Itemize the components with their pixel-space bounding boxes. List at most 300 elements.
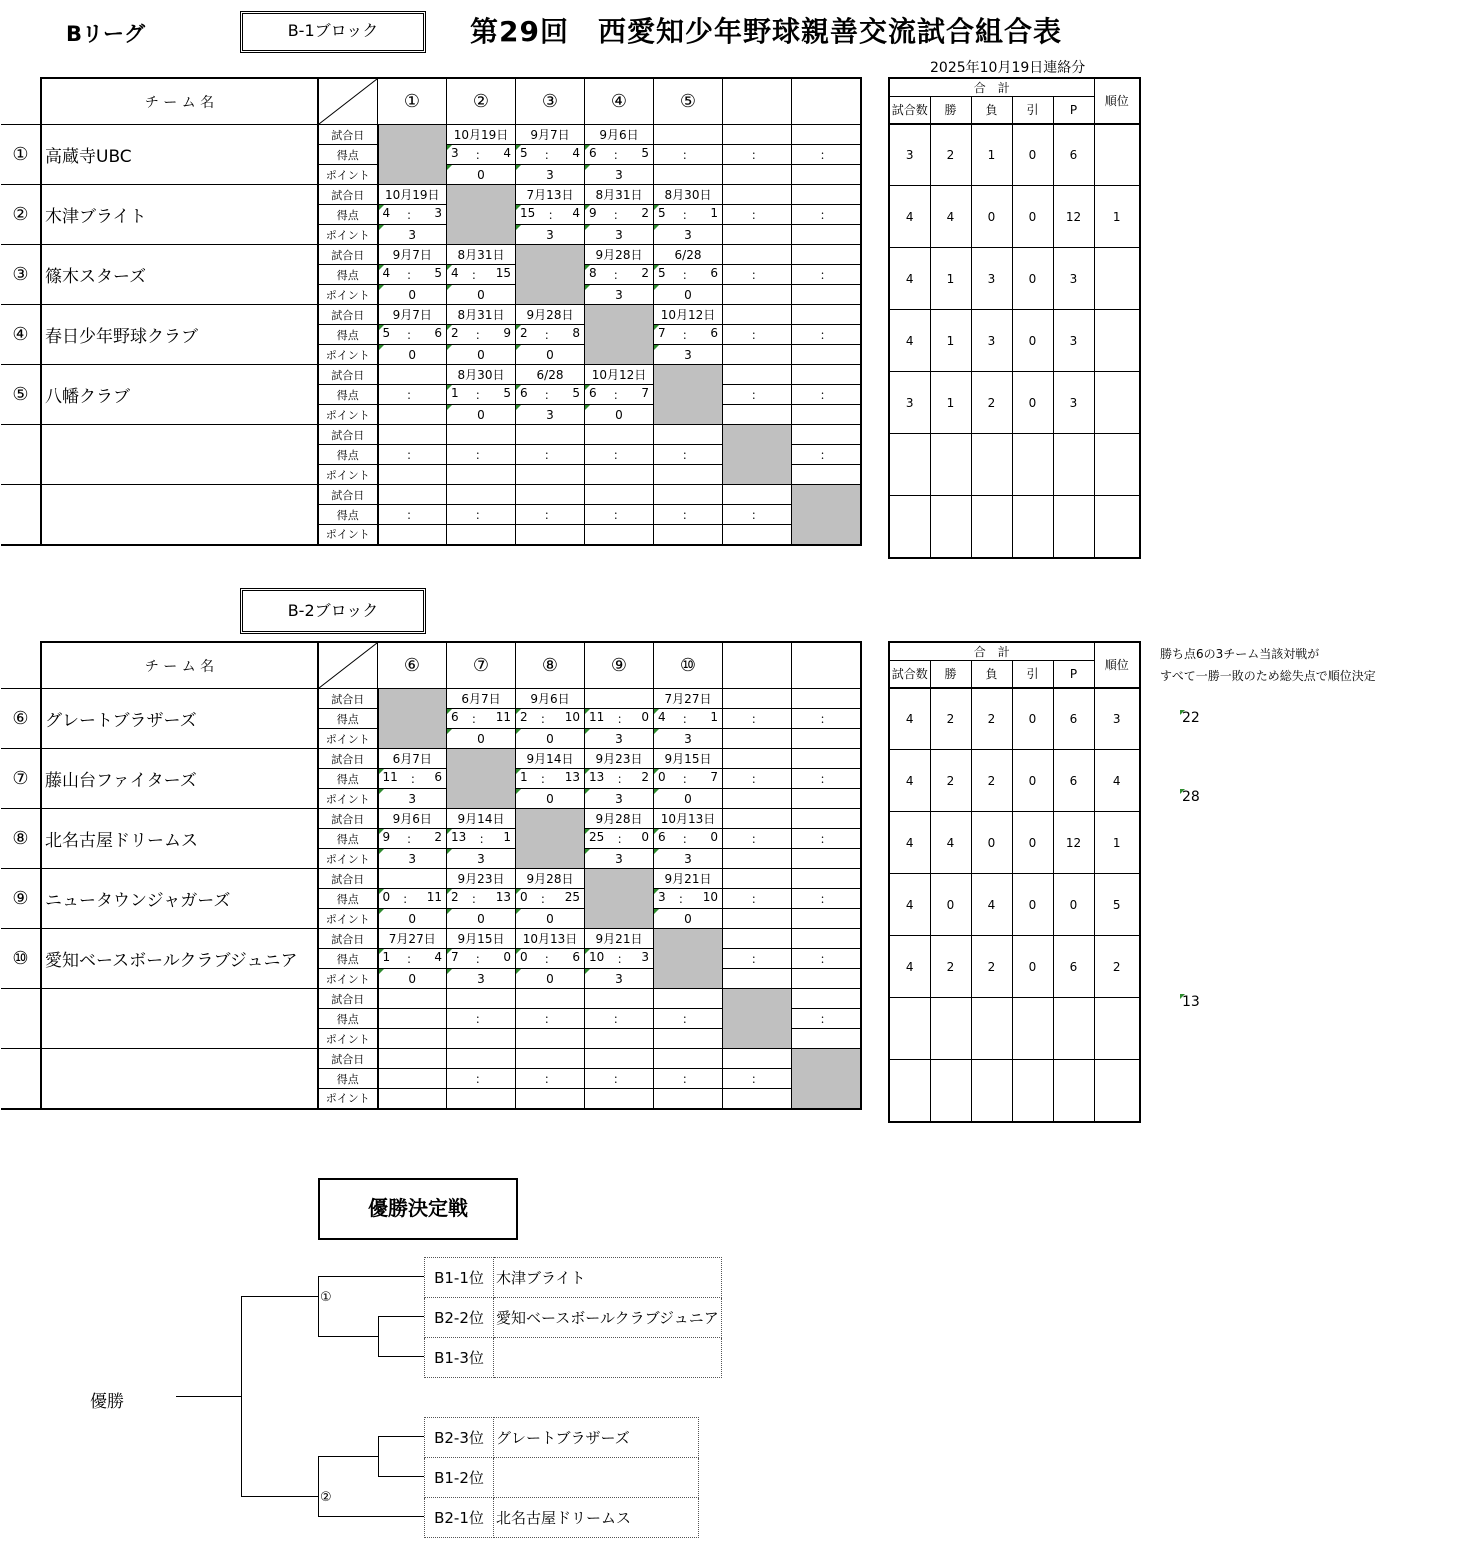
rank-value: 1 (1094, 186, 1140, 248)
score-away: 10 (702, 890, 718, 904)
points-value: 0 (1053, 874, 1094, 936)
score-away: 1 (503, 830, 511, 844)
score-separator: ： (819, 772, 832, 786)
score-separator: ： (474, 328, 487, 342)
match-date: 9月15日 (447, 929, 516, 949)
score-separator: ： (681, 268, 694, 282)
rank-value (1094, 496, 1140, 558)
match-point: 0 (516, 789, 585, 809)
score-label: 得点 (318, 205, 378, 225)
games-value (889, 434, 930, 496)
match-date: 6/28 (516, 365, 585, 385)
team-name (41, 425, 318, 485)
score-pair (723, 770, 791, 787)
match-score (723, 769, 792, 789)
match-point (447, 525, 516, 545)
win-value: 1 (930, 372, 971, 434)
score-away: 6 (710, 266, 718, 280)
score-pair (585, 386, 653, 403)
score-pair (654, 206, 722, 223)
score-label: 得点 (318, 1069, 378, 1089)
draw-value: 0 (1012, 248, 1053, 310)
score-away: 6 (572, 950, 580, 964)
self-match-cell (723, 425, 792, 485)
match-table (1, 641, 862, 1110)
score-separator: ： (471, 268, 484, 282)
match-score (516, 889, 585, 909)
final-title: 優勝決定戦 (318, 1178, 518, 1240)
match-date: 9月7日 (378, 245, 447, 265)
match-score (378, 1069, 447, 1089)
score-home: 6 (658, 830, 666, 844)
match-point: 3 (654, 345, 723, 365)
score-home: 6 (451, 710, 459, 724)
match-score (516, 325, 585, 345)
score-separator: ： (819, 892, 832, 906)
match-point: 0 (654, 909, 723, 929)
slot-team: 木津ブライト (494, 1258, 722, 1298)
match-date (585, 1049, 654, 1069)
match-date (654, 989, 723, 1009)
win-value: 1 (930, 248, 971, 310)
point-label: ポイント (318, 1089, 378, 1109)
point-label: ポイント (318, 1029, 378, 1049)
match-point (654, 165, 723, 185)
score-pair (792, 146, 860, 163)
match-date (723, 185, 792, 205)
match-point (723, 789, 792, 809)
match-score (654, 505, 723, 525)
score-home: 1 (520, 770, 528, 784)
match-point: 3 (654, 225, 723, 245)
match-point: 3 (516, 405, 585, 425)
diagonal-line (319, 643, 377, 688)
team-number: ⑥ (1, 689, 41, 749)
games-value: 4 (889, 688, 930, 750)
loss-value: 2 (971, 688, 1012, 750)
summary-row (889, 998, 1140, 1060)
score-away: 9 (503, 326, 511, 340)
match-date: 10月13日 (516, 929, 585, 949)
p-header: P (1053, 661, 1094, 688)
score-separator: ： (819, 328, 832, 342)
score-label: 得点 (318, 445, 378, 465)
games-value: 4 (889, 936, 930, 998)
match-score (723, 265, 792, 285)
blank-header (1, 642, 41, 689)
match-score (654, 889, 723, 909)
score-pair (585, 770, 653, 787)
match-score (654, 829, 723, 849)
match-point (654, 465, 723, 485)
score-separator: ： (750, 772, 763, 786)
match-score (516, 949, 585, 969)
match-date (447, 425, 516, 445)
match-score (723, 889, 792, 909)
draw-header: 引 (1012, 97, 1053, 124)
date-label: 試合日 (318, 425, 378, 445)
match-date (516, 425, 585, 445)
total-header: 合 計 (889, 78, 1094, 97)
match-point (378, 1029, 447, 1049)
match-table (1, 77, 862, 546)
score-separator: ： (543, 1072, 556, 1086)
summary-row (889, 750, 1140, 812)
date-label: 試合日 (318, 749, 378, 769)
games-value: 4 (889, 186, 930, 248)
score-label: 得点 (318, 1009, 378, 1029)
win-value: 4 (930, 186, 971, 248)
match-score (447, 445, 516, 465)
win-value (930, 496, 971, 558)
score-pair (447, 890, 515, 907)
score-separator: ： (819, 208, 832, 222)
match-date (792, 689, 861, 709)
score-separator: ： (819, 832, 832, 846)
score-away: 7 (641, 386, 649, 400)
score-separator: ： (406, 328, 419, 342)
score-separator: ： (819, 1012, 832, 1026)
score-pair (516, 890, 584, 907)
self-match-cell (723, 989, 792, 1049)
match-date: 10月19日 (378, 185, 447, 205)
match-date: 7月27日 (654, 689, 723, 709)
points-value (1053, 434, 1094, 496)
match-score (585, 1069, 654, 1089)
score-pair (792, 206, 860, 223)
match-date: 9月6日 (378, 809, 447, 829)
match-score (792, 325, 861, 345)
match-score (723, 505, 792, 525)
match-date (447, 485, 516, 505)
score-separator: ： (471, 892, 484, 906)
team-number: ⑦ (1, 749, 41, 809)
score-home: 8 (589, 266, 597, 280)
match-point (447, 1029, 516, 1049)
match-date (792, 989, 861, 1009)
score-separator: ： (616, 712, 629, 726)
match-score (792, 145, 861, 165)
match-score (585, 505, 654, 525)
score-away: 15 (495, 266, 511, 280)
match-date: 6月7日 (378, 749, 447, 769)
match-score (585, 769, 654, 789)
score-separator: ： (819, 952, 832, 966)
score-home: 2 (451, 890, 459, 904)
point-label: ポイント (318, 285, 378, 305)
score-label: 得点 (318, 145, 378, 165)
score-home: 2 (520, 326, 528, 340)
match-point (792, 225, 861, 245)
match-date: 8月31日 (447, 305, 516, 325)
score-pair (654, 830, 722, 847)
score-separator: ： (540, 892, 553, 906)
score-away: 13 (564, 770, 580, 784)
match-point (792, 729, 861, 749)
match-date (516, 485, 585, 505)
draw-value: 0 (1012, 874, 1053, 936)
score-away: 4 (572, 206, 580, 220)
score-away: 6 (434, 326, 442, 340)
match-date (723, 365, 792, 385)
match-score (585, 145, 654, 165)
team-name (41, 1049, 318, 1109)
match-date: 9月28日 (516, 305, 585, 325)
team-name: 北名古屋ドリームス (41, 809, 318, 869)
match-score (447, 829, 516, 849)
score-separator: ： (474, 1072, 487, 1086)
bracket-line (318, 1276, 319, 1337)
points-value: 12 (1053, 186, 1094, 248)
match-date: 10月13日 (654, 809, 723, 829)
match-date (723, 749, 792, 769)
date-label: 試合日 (318, 245, 378, 265)
opponent-header: ⑥ (378, 642, 447, 689)
summary-table (888, 641, 1141, 1123)
bracket-line (378, 1316, 424, 1317)
loss-header: 負 (971, 97, 1012, 124)
score-pair (447, 1070, 515, 1087)
team-row-date (1, 485, 861, 505)
score-separator: ： (819, 712, 832, 726)
score-pair (447, 1010, 515, 1027)
match-date (792, 185, 861, 205)
score-label: 得点 (318, 325, 378, 345)
team-row-date (1, 929, 861, 949)
slot-position: B2-2位 (425, 1298, 494, 1338)
score-label: 得点 (318, 505, 378, 525)
games-value (889, 1060, 930, 1122)
opponent-header: ④ (585, 78, 654, 125)
win-value (930, 434, 971, 496)
match-score (792, 205, 861, 225)
date-label: 試合日 (318, 185, 378, 205)
score-separator: ： (474, 148, 487, 162)
score-separator: ： (750, 508, 763, 522)
match-score (516, 709, 585, 729)
match-point: 0 (447, 165, 516, 185)
score-away: 6 (434, 770, 442, 784)
match-score (792, 769, 861, 789)
match-point (723, 165, 792, 185)
point-label: ポイント (318, 165, 378, 185)
slot-row (425, 1338, 722, 1378)
match-date: 9月15日 (654, 749, 723, 769)
match-point (723, 345, 792, 365)
score-pair (379, 950, 447, 967)
score-label: 得点 (318, 265, 378, 285)
score-pair (723, 506, 791, 523)
score-pair (792, 1010, 860, 1027)
match-point (792, 909, 861, 929)
self-match-cell (792, 1049, 861, 1109)
match-date (792, 749, 861, 769)
match-point (792, 285, 861, 305)
score-home: 11 (589, 710, 605, 724)
score-pair (723, 830, 791, 847)
self-match-cell (585, 869, 654, 929)
team-name: 愛知ベースボールクラブジュニア (41, 929, 318, 989)
match-point: 3 (447, 969, 516, 989)
match-point (654, 1029, 723, 1049)
rank-value (1094, 1060, 1140, 1122)
bracket-line (318, 1276, 424, 1277)
score-away: 3 (434, 206, 442, 220)
match-date (516, 1049, 585, 1069)
score-separator: ： (750, 388, 763, 402)
games-value: 3 (889, 372, 930, 434)
slot-row (425, 1418, 699, 1458)
self-match-cell (378, 689, 447, 749)
draw-header: 引 (1012, 661, 1053, 688)
score-away: 8 (572, 326, 580, 340)
points-value: 6 (1053, 750, 1094, 812)
games-value: 3 (889, 124, 930, 186)
date-label: 試合日 (318, 305, 378, 325)
match-date: 9月21日 (585, 929, 654, 949)
match-score (447, 325, 516, 345)
team-name: 藤山台ファイターズ (41, 749, 318, 809)
date-label: 試合日 (318, 485, 378, 505)
score-label: 得点 (318, 949, 378, 969)
summary-row (889, 688, 1140, 750)
match-point: 3 (585, 285, 654, 305)
score-home: 6 (520, 386, 528, 400)
match-point (654, 1089, 723, 1109)
match-point: 0 (378, 285, 447, 305)
match-point (723, 1089, 792, 1109)
match-score (723, 1069, 792, 1089)
match-score (378, 265, 447, 285)
match-point: 0 (654, 285, 723, 305)
match-score (654, 1009, 723, 1029)
opponent-header: ⑦ (447, 642, 516, 689)
loss-value: 0 (971, 812, 1012, 874)
points-value: 12 (1053, 812, 1094, 874)
score-pair (654, 710, 722, 727)
match-point (378, 465, 447, 485)
self-match-cell (516, 809, 585, 869)
match-date (378, 869, 447, 889)
score-away: 25 (564, 890, 580, 904)
team-row-date (1, 425, 861, 445)
match-point: 0 (447, 285, 516, 305)
match-date: 9月14日 (516, 749, 585, 769)
draw-value (1012, 496, 1053, 558)
match-date (792, 365, 861, 385)
score-home: 5 (658, 266, 666, 280)
points-value: 6 (1053, 688, 1094, 750)
match-score (447, 709, 516, 729)
score-separator: ： (750, 712, 763, 726)
match-score (792, 385, 861, 405)
summary-row (889, 936, 1140, 998)
games-value: 4 (889, 310, 930, 372)
team-name (41, 989, 318, 1049)
match-point (516, 465, 585, 485)
score-separator: ： (543, 1012, 556, 1026)
match-date: 9月28日 (585, 809, 654, 829)
match-date (723, 809, 792, 829)
opponent-header (792, 78, 861, 125)
score-away: 6 (710, 326, 718, 340)
self-match-cell (447, 749, 516, 809)
match-date (378, 485, 447, 505)
opponent-header (723, 642, 792, 689)
score-separator: ： (478, 832, 491, 846)
match-date (447, 1049, 516, 1069)
match-date (378, 365, 447, 385)
score-away: 0 (641, 710, 649, 724)
match-date (723, 245, 792, 265)
match-date: 9月21日 (654, 869, 723, 889)
match-date (792, 425, 861, 445)
score-away: 5 (503, 386, 511, 400)
score-pair (792, 386, 860, 403)
loss-value: 3 (971, 310, 1012, 372)
match-score (378, 769, 447, 789)
win-value (930, 1060, 971, 1122)
score-separator: ： (471, 712, 484, 726)
score-separator: ： (547, 208, 560, 222)
win-value (930, 998, 971, 1060)
draw-value: 0 (1012, 812, 1053, 874)
summary-row (889, 310, 1140, 372)
score-separator: ： (819, 268, 832, 282)
score-pair (654, 1070, 722, 1087)
match-date (723, 125, 792, 145)
loss-value (971, 1060, 1012, 1122)
match-date (447, 989, 516, 1009)
score-pair (379, 830, 447, 847)
score-separator: ： (612, 388, 625, 402)
bracket-line (318, 1336, 379, 1337)
bracket-line (241, 1296, 242, 1497)
match-date: 6/28 (654, 245, 723, 265)
match-point (723, 405, 792, 425)
slot-position: B2-1位 (425, 1498, 494, 1538)
match-date: 9月14日 (447, 809, 516, 829)
score-home: 4 (382, 206, 391, 220)
slot-position: B1-3位 (425, 1338, 494, 1378)
score-pair (379, 446, 447, 463)
score-pair (585, 506, 653, 523)
score-home: 0 (658, 770, 666, 784)
rank-value (1094, 124, 1140, 186)
b1-block-label: B-1ブロック (240, 11, 426, 53)
team-name: 八幡クラブ (41, 365, 318, 425)
score-pair (516, 1010, 584, 1027)
score-separator: ： (612, 448, 625, 462)
score-pair (585, 950, 653, 967)
team-row-date (1, 869, 861, 889)
match-point (516, 525, 585, 545)
score-pair (654, 326, 722, 343)
match-score (723, 205, 792, 225)
score-away: 0 (641, 830, 649, 844)
match-point: 0 (516, 969, 585, 989)
score-away: 7 (710, 770, 718, 784)
match-score (516, 445, 585, 465)
summary-row (889, 248, 1140, 310)
score-pair (447, 950, 515, 967)
team-row-date (1, 989, 861, 1009)
score-label: 得点 (318, 385, 378, 405)
draw-value: 0 (1012, 186, 1053, 248)
match-point: 3 (516, 225, 585, 245)
team-name: 木津ブライト (41, 185, 318, 245)
match-point (723, 729, 792, 749)
